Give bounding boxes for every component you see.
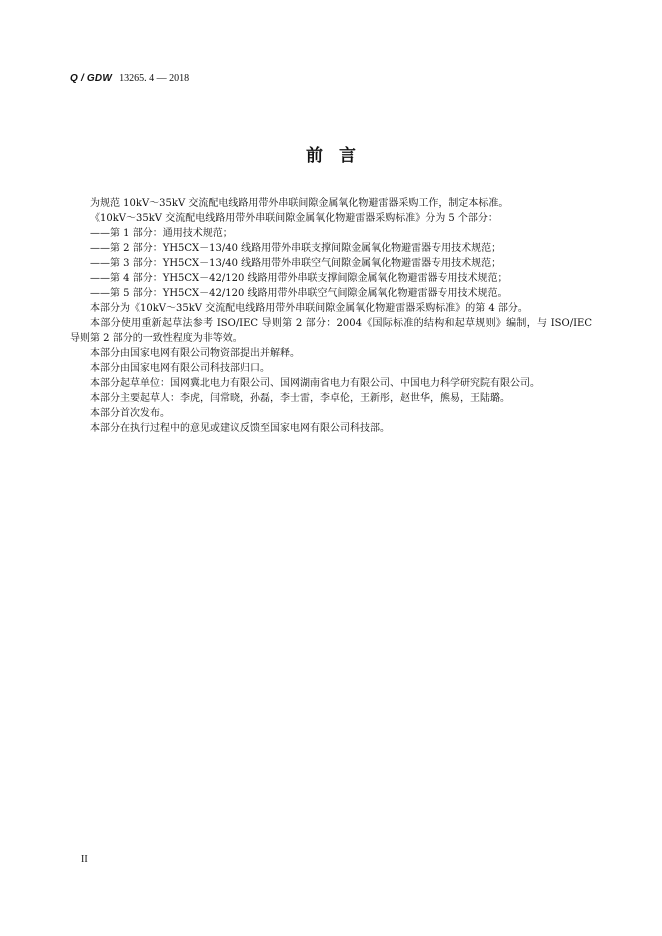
- list-item-part-4: ——第 4 部分：YH5CX－42/120 线路用带外串联支撑间隙金属氧化物避雷器专用技术规范；: [90, 273, 508, 284]
- page-title: 前言: [306, 146, 372, 166]
- list-item-part-3: ——第 3 部分：YH5CX－13/40 线路用带外串联空气间隙金属氧化物避雷器专用技术规范；: [90, 258, 502, 269]
- paragraph-this-part: 本部分为《10kV～35kV 交流配电线路用带外串联间隙金属氧化物避雷器采购标准》的第 4 部分。: [90, 303, 528, 314]
- standard-code: Q / GDW: [70, 73, 112, 84]
- standard-code-header: [70, 73, 189, 85]
- paragraph-drafting-units: 本部分起草单位：国网冀北电力有限公司、国网湖南省电力有限公司、中国电力科学研究院有限公司。: [90, 378, 540, 389]
- list-item-part-1: ——第 1 部分：通用技术规范；: [90, 228, 233, 239]
- paragraph-feedback: 本部分在执行过程中的意见或建议反馈至国家电网有限公司科技部。: [90, 423, 390, 434]
- standard-number: 13265. 4 — 2018: [119, 73, 190, 84]
- paragraph-drafters: 本部分主要起草人：李虎，闫常晓，孙磊，李士雷，李卓伦，王新彤，赵世华，熊易，王陆璐。: [90, 393, 510, 404]
- paragraph-drafting-method: 本部分使用重新起草法参考 ISO/IEC 导则第 2 部分：2004《国际标准的结构和起草规则》编制，与 ISO/IEC 导则第 2 部分的一致性程度为非等效。: [70, 318, 592, 344]
- paragraph-purpose: 为规范 10kV～35kV 交流配电线路用带外串联间隙金属氧化物避雷器采购工作，制定本标准。: [90, 198, 509, 209]
- paragraph-parts-intro: 《10kV～35kV 交流配电线路用带外串联间隙金属氧化物避雷器采购标准》分为 5 个部分：: [90, 213, 498, 224]
- list-item-part-5: ——第 5 部分：YH5CX－42/120 线路用带外串联空气间隙金属氧化物避雷器专用技术规范。: [90, 288, 508, 299]
- page-number: II: [81, 854, 88, 865]
- paragraph-centralized: 本部分由国家电网有限公司科技部归口。: [90, 363, 270, 374]
- paragraph-proposer: 本部分由国家电网有限公司物资部提出并解释。: [90, 348, 300, 359]
- foreword-body: [70, 196, 592, 436]
- paragraph-first-release: 本部分首次发布。: [90, 408, 170, 419]
- list-item-part-2: ——第 2 部分：YH5CX－13/40 线路用带外串联支撑间隙金属氧化物避雷器专用技术规范；: [90, 243, 502, 254]
